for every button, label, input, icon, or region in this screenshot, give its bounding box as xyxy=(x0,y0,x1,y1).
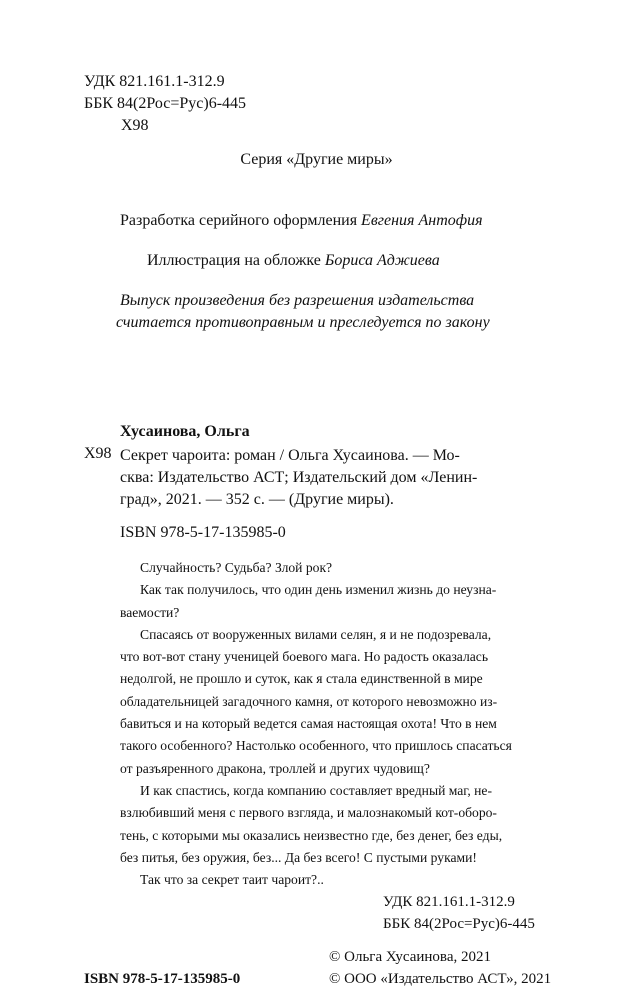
annotation-line: Спасаясь от вооруженных вилами селян, я и не подозревала, xyxy=(140,626,492,642)
annotation-line: обладательницей загадочного камня, от которого невозможно из- xyxy=(120,693,498,709)
design-label: Разработка серийного оформления xyxy=(120,212,358,229)
annotation-line: Случайность? Судьба? Злой рок? xyxy=(140,560,333,575)
footer-isbn: ISBN 978-5-17-135985-0 xyxy=(84,971,241,987)
bib-line: сква: Издательство АСТ; Издательский дом «Ленин- xyxy=(120,469,478,486)
bib-line: Секрет чароита: роман / Ольга Хусаинова. — Мо- xyxy=(120,447,460,464)
annotation-line: от разъяренного дракона, троллей и других чудовищ? xyxy=(120,760,430,776)
annotation-line: тень, с которыми мы оказались неизвестно где, без денег, без еды, xyxy=(120,827,503,843)
annotation-line: что вот-вот стану ученицей боевого мага. Но радость оказалась xyxy=(120,649,489,665)
bib-line: град», 2021. — 352 с. — (Другие миры). xyxy=(120,491,394,508)
bbk-code: ББК 84(2Рос=Рус)6-445 xyxy=(84,95,247,112)
annotation-line: ваемости? xyxy=(120,604,180,620)
design-author: Евгения Антофия xyxy=(361,212,483,229)
illustration-author: Бориса Аджиева xyxy=(324,252,440,269)
annotation-line: недолгой, не прошло и суток, как я стала единственной в мире xyxy=(120,671,483,687)
annotation-line: И как спастись, когда компанию составляет вредный маг, не- xyxy=(140,782,492,798)
annotation-line: Так что за секрет таит чароит?.. xyxy=(140,872,324,888)
design-credit xyxy=(120,212,483,230)
bib-description xyxy=(120,445,477,511)
warning-line-1: Выпуск произведения без разрешения издательства xyxy=(120,292,475,309)
footer-bbk: ББК 84(2Рос=Рус)6-445 xyxy=(383,916,535,932)
series-line: Серия «Другие миры» xyxy=(240,151,393,168)
udk-code: УДК 821.161.1-312.9 xyxy=(84,73,225,90)
annotation-line: такого особенного? Настолько особенного, что пришлось спасаться xyxy=(120,738,512,754)
footer-udk: УДК 821.161.1-312.9 xyxy=(383,894,515,910)
bib-code: Х98 xyxy=(84,445,112,462)
annotation-line: Как так получилось, что один день изменил жизнь до неузна- xyxy=(140,582,497,598)
illustration-label: Иллюстрация на обложке xyxy=(147,252,321,269)
copyright-author: © Ольга Хусаинова, 2021 xyxy=(329,949,491,965)
isbn-main: ISBN 978-5-17-135985-0 xyxy=(120,524,286,541)
author-name: Хусаинова, Ольга xyxy=(120,423,250,440)
annotation-line: взлюбивший меня с первого взгляда, и малознакомый кот-оборо- xyxy=(120,805,497,821)
copyright-publisher: © ООО «Издательство АСТ», 2021 xyxy=(329,971,552,987)
annotation-line: бавиться и на который ведется самая настоящая охота! Что в нем xyxy=(120,716,497,732)
warning-line-2: считается противоправным и преследуется по закону xyxy=(116,314,490,331)
illustration-credit xyxy=(147,252,440,270)
annotation xyxy=(120,557,526,891)
annotation-line: без питья, без оружия, без... Да без всего! С пустыми руками! xyxy=(120,849,477,865)
author-mark: Х98 xyxy=(121,117,149,134)
